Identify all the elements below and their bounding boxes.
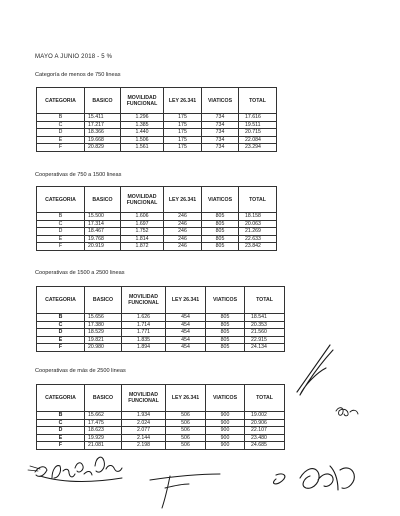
- column-header: LEY 26.341: [166, 287, 206, 314]
- total-cell: 19.511: [239, 121, 277, 129]
- total-cell: 17.616: [239, 114, 277, 122]
- category-cell: F: [37, 344, 85, 352]
- column-header: LEY 26.341: [164, 88, 202, 114]
- total-cell: 22.633: [239, 235, 277, 243]
- movilidad-cell: 1.440: [121, 129, 164, 137]
- viaticos-cell: 900: [206, 427, 245, 435]
- ley-cell: 454: [166, 329, 206, 337]
- column-header: VIATICOS: [202, 187, 239, 213]
- column-header: CATEGORIA: [37, 187, 85, 213]
- basic-cell: 15.411: [85, 114, 121, 122]
- column-header: VIATICOS: [202, 88, 239, 114]
- ley-cell: 506: [166, 412, 206, 420]
- column-header: LEY 26.341: [164, 187, 202, 213]
- basic-cell: 15.662: [85, 412, 122, 420]
- movilidad-cell: 1.894: [122, 344, 166, 352]
- total-cell: 18.158: [239, 213, 277, 221]
- viaticos-cell: 734: [202, 114, 239, 122]
- total-cell: 20.353: [245, 321, 285, 329]
- basic-cell: 20.980: [85, 344, 122, 352]
- category-cell: E: [37, 235, 85, 243]
- total-cell: 23.842: [239, 243, 277, 251]
- movilidad-cell: 1.296: [121, 114, 164, 122]
- basic-cell: 17.380: [85, 321, 122, 329]
- category-cell: B: [37, 114, 85, 122]
- ley-cell: 175: [164, 129, 202, 137]
- total-cell: 22.915: [245, 336, 285, 344]
- movilidad-cell: 1.385: [121, 121, 164, 129]
- basic-cell: 21.081: [85, 442, 122, 450]
- basic-cell: 18.366: [85, 129, 121, 137]
- basic-cell: 18.529: [85, 329, 122, 337]
- movilidad-cell: 1.835: [122, 336, 166, 344]
- ley-cell: 175: [164, 121, 202, 129]
- basic-cell: 20.919: [85, 243, 121, 251]
- movilidad-cell: 1.934: [122, 412, 166, 420]
- total-cell: 19.002: [245, 412, 285, 420]
- ley-cell: 506: [166, 419, 206, 427]
- category-cell: D: [37, 228, 85, 236]
- category-cell: D: [37, 427, 85, 435]
- category-cell: C: [37, 220, 85, 228]
- viaticos-cell: 734: [202, 144, 239, 152]
- viaticos-cell: 805: [206, 314, 245, 322]
- viaticos-cell: 900: [206, 419, 245, 427]
- section-title: Categoría de menos de 750 lineas: [35, 72, 121, 78]
- ley-cell: 454: [166, 336, 206, 344]
- column-header: CATEGORIA: [37, 88, 85, 114]
- viaticos-cell: 805: [202, 213, 239, 221]
- viaticos-cell: 734: [202, 121, 239, 129]
- column-header: BASICO: [85, 385, 122, 412]
- total-cell: 20.906: [245, 419, 285, 427]
- basic-cell: 18.623: [85, 427, 122, 435]
- ley-cell: 454: [166, 344, 206, 352]
- viaticos-cell: 805: [206, 329, 245, 337]
- basic-cell: 19.768: [85, 235, 121, 243]
- total-cell: 18.541: [245, 314, 285, 322]
- total-cell: 22.084: [239, 136, 277, 144]
- signature-stroke: [35, 457, 122, 481]
- category-cell: F: [37, 442, 85, 450]
- column-header: TOTAL: [245, 287, 285, 314]
- section-title: Cooperativas de 750 a 1500 lineas: [35, 172, 122, 178]
- category-cell: E: [37, 136, 85, 144]
- section-title: Cooperativas de 1500 a 2500 lineas: [35, 270, 125, 276]
- viaticos-cell: 805: [202, 228, 239, 236]
- ley-cell: 506: [166, 442, 206, 450]
- total-cell: 20.063: [239, 220, 277, 228]
- category-cell: F: [37, 144, 85, 152]
- total-cell: 24.685: [245, 442, 285, 450]
- movilidad-cell: 2.024: [122, 419, 166, 427]
- viaticos-cell: 900: [206, 434, 245, 442]
- movilidad-cell: 1.561: [121, 144, 164, 152]
- total-cell: 20.715: [239, 129, 277, 137]
- total-cell: 23.480: [245, 434, 285, 442]
- ley-cell: 506: [166, 427, 206, 435]
- column-header: LEY 26.341: [166, 385, 206, 412]
- signature-stroke: [274, 466, 355, 490]
- movilidad-cell: 1.606: [121, 213, 164, 221]
- total-cell: 21.269: [239, 228, 277, 236]
- ley-cell: 506: [166, 434, 206, 442]
- basic-cell: 19.929: [85, 434, 122, 442]
- movilidad-cell: 1.814: [121, 235, 164, 243]
- column-header: VIATICOS: [206, 287, 245, 314]
- column-header: TOTAL: [239, 88, 277, 114]
- movilidad-cell: 1.771: [122, 329, 166, 337]
- column-header: MOVILIDAD FUNCIONAL: [121, 187, 164, 213]
- total-cell: 21.560: [245, 329, 285, 337]
- category-cell: E: [37, 434, 85, 442]
- viaticos-cell: 805: [206, 344, 245, 352]
- category-cell: B: [37, 213, 85, 221]
- basic-cell: 15.656: [85, 314, 122, 322]
- movilidad-cell: 1.752: [121, 228, 164, 236]
- movilidad-cell: 1.714: [122, 321, 166, 329]
- viaticos-cell: 900: [206, 412, 245, 420]
- category-cell: C: [37, 321, 85, 329]
- total-cell: 24.134: [245, 344, 285, 352]
- ley-cell: 246: [164, 213, 202, 221]
- basic-cell: 15.500: [85, 213, 121, 221]
- ley-cell: 175: [164, 136, 202, 144]
- column-header: BASICO: [85, 88, 121, 114]
- column-header: BASICO: [85, 287, 122, 314]
- signature-stroke: [336, 408, 358, 416]
- ley-cell: 175: [164, 114, 202, 122]
- viaticos-cell: 805: [202, 243, 239, 251]
- basic-cell: 17.314: [85, 220, 121, 228]
- section-title: Cooperativas de más de 2500 lineas: [35, 368, 126, 374]
- movilidad-cell: 2.077: [122, 427, 166, 435]
- category-cell: E: [37, 336, 85, 344]
- basic-cell: 17.475: [85, 419, 122, 427]
- category-cell: B: [37, 314, 85, 322]
- column-header: BASICO: [85, 187, 121, 213]
- category-cell: F: [37, 243, 85, 251]
- viaticos-cell: 734: [202, 129, 239, 137]
- movilidad-cell: 2.198: [122, 442, 166, 450]
- viaticos-cell: 900: [206, 442, 245, 450]
- category-cell: D: [37, 129, 85, 137]
- ley-cell: 246: [164, 220, 202, 228]
- ley-cell: 454: [166, 321, 206, 329]
- ley-cell: 246: [164, 243, 202, 251]
- basic-cell: 18.467: [85, 228, 121, 236]
- viaticos-cell: 805: [202, 220, 239, 228]
- viaticos-cell: 734: [202, 136, 239, 144]
- category-cell: D: [37, 329, 85, 337]
- column-header: TOTAL: [239, 187, 277, 213]
- basic-cell: 19.668: [85, 136, 121, 144]
- basic-cell: 17.217: [85, 121, 121, 129]
- column-header: MOVILIDAD FUNCIONAL: [121, 88, 164, 114]
- viaticos-cell: 805: [206, 321, 245, 329]
- movilidad-cell: 1.626: [122, 314, 166, 322]
- column-header: MOVILIDAD FUNCIONAL: [122, 385, 166, 412]
- signature-stroke: [28, 466, 40, 471]
- ley-cell: 246: [164, 228, 202, 236]
- movilidad-cell: 1.872: [121, 243, 164, 251]
- basic-cell: 20.829: [85, 144, 121, 152]
- category-cell: C: [37, 419, 85, 427]
- ley-cell: 175: [164, 144, 202, 152]
- total-cell: 23.294: [239, 144, 277, 152]
- basic-cell: 19.821: [85, 336, 122, 344]
- signature-stroke: [150, 474, 220, 508]
- total-cell: 22.107: [245, 427, 285, 435]
- category-cell: B: [37, 412, 85, 420]
- column-header: CATEGORIA: [37, 385, 85, 412]
- category-cell: C: [37, 121, 85, 129]
- ley-cell: 454: [166, 314, 206, 322]
- column-header: MOVILIDAD FUNCIONAL: [122, 287, 166, 314]
- period-title: MAYO A JUNIO 2018 - 5 %: [35, 54, 113, 60]
- column-header: VIATICOS: [206, 385, 245, 412]
- signature-stroke: [297, 345, 333, 395]
- movilidad-cell: 1.506: [121, 136, 164, 144]
- column-header: TOTAL: [245, 385, 285, 412]
- viaticos-cell: 805: [202, 235, 239, 243]
- movilidad-cell: 1.697: [121, 220, 164, 228]
- viaticos-cell: 805: [206, 336, 245, 344]
- ley-cell: 246: [164, 235, 202, 243]
- movilidad-cell: 2.144: [122, 434, 166, 442]
- column-header: CATEGORIA: [37, 287, 85, 314]
